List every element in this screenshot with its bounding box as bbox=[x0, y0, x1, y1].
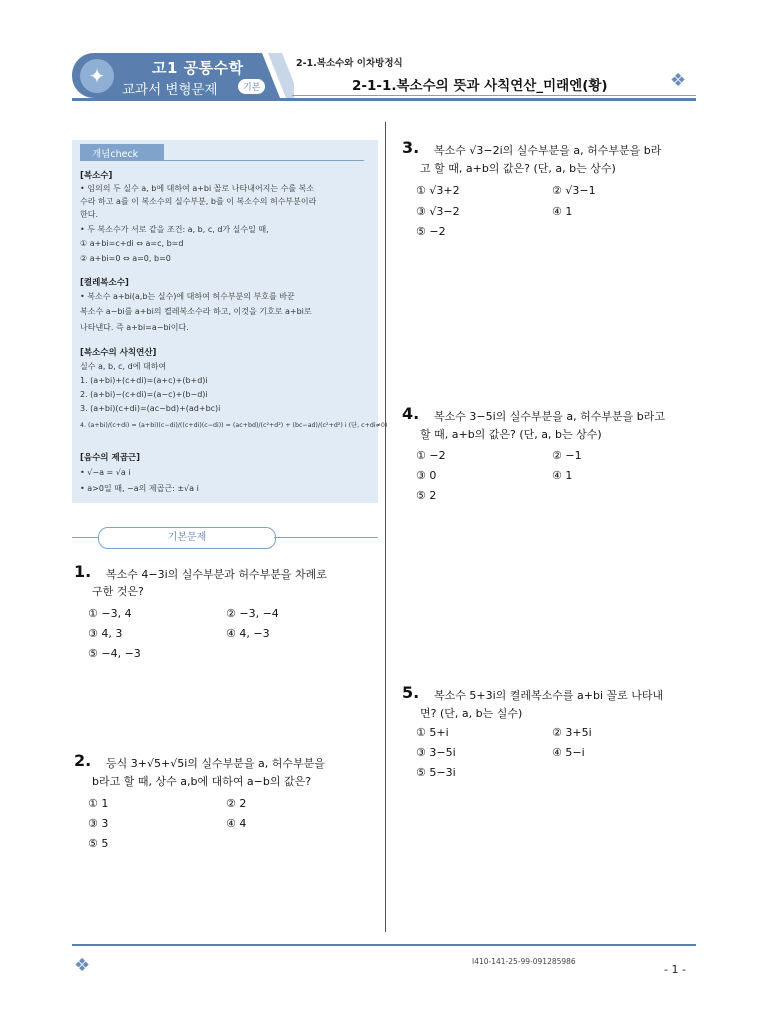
answer-option[interactable]: ② √3−1 bbox=[552, 184, 596, 197]
answer-option[interactable]: ⑤ −4, −3 bbox=[88, 647, 141, 660]
column-divider bbox=[385, 122, 386, 932]
answer-option[interactable]: ① 5+i bbox=[416, 726, 449, 739]
section-rule-left bbox=[72, 537, 98, 538]
answer-option[interactable]: ⑤ 5 bbox=[88, 837, 109, 850]
concept-line: 실수 a, b, c, d에 대하여 bbox=[80, 362, 167, 371]
concept-line: • 두 복소수가 서로 같을 조건: a, b, c, d가 실수일 때, bbox=[80, 225, 269, 234]
answer-option[interactable]: ③ 0 bbox=[416, 469, 437, 482]
answer-option[interactable]: ③ 3 bbox=[88, 817, 109, 830]
answer-option[interactable]: ① −2 bbox=[416, 449, 446, 462]
question-text: 고 할 때, a+b의 값은? (단, a, b는 상수) bbox=[420, 162, 616, 175]
answer-option[interactable]: ② 2 bbox=[226, 797, 247, 810]
question-text: 복소수 5+3i의 켤레복소수를 a+bi 꼴로 나타내 bbox=[434, 689, 664, 702]
page-number: - 1 - bbox=[664, 963, 686, 976]
concept-line: 4. (a+bi)/(c+di) = (a+bi)(c−di)/((c+di)(c−di)) = (ac+bd)/(c²+d²) + (bc−ad)/(c²+d²) i (단, c+di≠0) bbox=[80, 422, 388, 429]
concept-line: • 복소수 a+bi(a,b는 실수)에 대하여 허수부분의 부호를 바꾼 bbox=[80, 292, 295, 301]
answer-option[interactable]: ③ 3−5i bbox=[416, 746, 456, 759]
puzzle-icon: ✦ bbox=[80, 59, 114, 93]
level-badge: 기본 bbox=[238, 79, 265, 94]
concept-heading: [복소수] bbox=[80, 171, 113, 181]
question-number: 4. bbox=[402, 404, 420, 423]
answer-option[interactable]: ④ 1 bbox=[552, 469, 573, 482]
answer-option[interactable]: ① −3, 4 bbox=[88, 607, 132, 620]
question-text: 복소수 √3−2i의 실수부분을 a, 허수부분을 b라 bbox=[434, 144, 662, 157]
concept-line: 3. (a+bi)(c+di)=(ac−bd)+(ad+bc)i bbox=[80, 404, 221, 413]
question-number: 5. bbox=[402, 683, 420, 702]
question-text: 복소수 3−5i의 실수부분을 a, 허수부분을 b라고 bbox=[434, 410, 665, 423]
question-number: 3. bbox=[402, 138, 420, 157]
question-text: 복소수 4−3i의 실수부분과 허수부분을 차례로 bbox=[106, 568, 327, 581]
question-text: 면? (단, a, b는 실수) bbox=[420, 707, 523, 720]
question-text: 할 때, a+b의 값은? (단, a, b는 상수) bbox=[420, 428, 602, 441]
header-rule bbox=[72, 98, 696, 101]
concept-heading: [켤레복소수] bbox=[80, 278, 129, 288]
concept-line: 복소수 a−bi를 a+bi의 켤레복소수라 하고, 이것을 기호로 a+bi로 bbox=[80, 307, 312, 316]
header-type: 교과서 변형문제 bbox=[122, 82, 218, 98]
answer-option[interactable]: ④ 4 bbox=[226, 817, 247, 830]
answer-option[interactable]: ④ 1 bbox=[552, 205, 573, 218]
question-text: 등식 3+√5+√5i의 실수부분을 a, 허수부분을 bbox=[106, 757, 325, 770]
footer-rule bbox=[72, 944, 696, 946]
concept-line: 수라 하고 a를 이 복소수의 실수부분, b를 이 복소수의 허수부분이라 bbox=[80, 197, 317, 206]
header-grade: 고1 공통수학 bbox=[152, 59, 244, 77]
concept-line: ① a+bi=c+di ⇔ a=c, b=d bbox=[80, 239, 184, 248]
answer-option[interactable]: ③ 4, 3 bbox=[88, 627, 123, 640]
concept-line: • √−a = √a i bbox=[80, 468, 131, 477]
concept-line: 나타낸다. 즉 a+bi=a−bi이다. bbox=[80, 323, 189, 332]
concept-heading: [음수의 제곱근] bbox=[80, 453, 140, 463]
question-text: 구한 것은? bbox=[92, 585, 144, 598]
question-number: 1. bbox=[74, 562, 92, 581]
concept-line: 2. (a+bi)−(c+di)=(a−c)+(b−d)i bbox=[80, 390, 208, 399]
answer-option[interactable]: ⑤ 2 bbox=[416, 489, 437, 502]
concept-line: • 임의의 두 실수 a, b에 대하여 a+bi 꼴로 나타내어지는 수를 복소 bbox=[80, 184, 315, 193]
question-number: 2. bbox=[74, 751, 92, 770]
unit-label: 2-1.복소수와 이차방정식 bbox=[296, 58, 403, 69]
diamond-logo-icon: ❖ bbox=[670, 70, 687, 91]
section-label: 기본문제 bbox=[98, 527, 276, 549]
concept-line: 한다. bbox=[80, 210, 98, 219]
concept-tab-rule bbox=[164, 160, 364, 161]
concept-heading: [복소수의 사칙연산] bbox=[80, 348, 157, 358]
answer-option[interactable]: ① √3+2 bbox=[416, 184, 460, 197]
answer-option[interactable]: ① 1 bbox=[88, 797, 109, 810]
document-code: I410-141-25-99-091285986 bbox=[472, 957, 576, 966]
concept-line: ② a+bi=0 ⇔ a=0, b=0 bbox=[80, 254, 171, 263]
answer-option[interactable]: ② −3, −4 bbox=[226, 607, 279, 620]
answer-option[interactable]: ⑤ 5−3i bbox=[416, 766, 456, 779]
header-thin-rule bbox=[292, 95, 696, 96]
section-rule-right bbox=[274, 537, 378, 538]
answer-option[interactable]: ② −1 bbox=[552, 449, 582, 462]
question-text: b라고 할 때, 상수 a,b에 대하여 a−b의 값은? bbox=[92, 775, 312, 788]
concept-line: 1. (a+bi)+(c+di)=(a+c)+(b+d)i bbox=[80, 376, 208, 385]
page-title: 2-1-1.복소수의 뜻과 사칙연산_미래엔(황) bbox=[352, 78, 608, 94]
concept-tab-label: 개념check bbox=[92, 149, 139, 160]
answer-option[interactable]: ④ 5−i bbox=[552, 746, 585, 759]
diamond-logo-icon: ❖ bbox=[74, 955, 91, 976]
answer-option[interactable]: ③ √3−2 bbox=[416, 205, 460, 218]
answer-option[interactable]: ⑤ −2 bbox=[416, 225, 446, 238]
answer-option[interactable]: ④ 4, −3 bbox=[226, 627, 270, 640]
answer-option[interactable]: ② 3+5i bbox=[552, 726, 592, 739]
concept-line: • a>0일 때, −a의 제곱근: ±√a i bbox=[80, 484, 199, 493]
